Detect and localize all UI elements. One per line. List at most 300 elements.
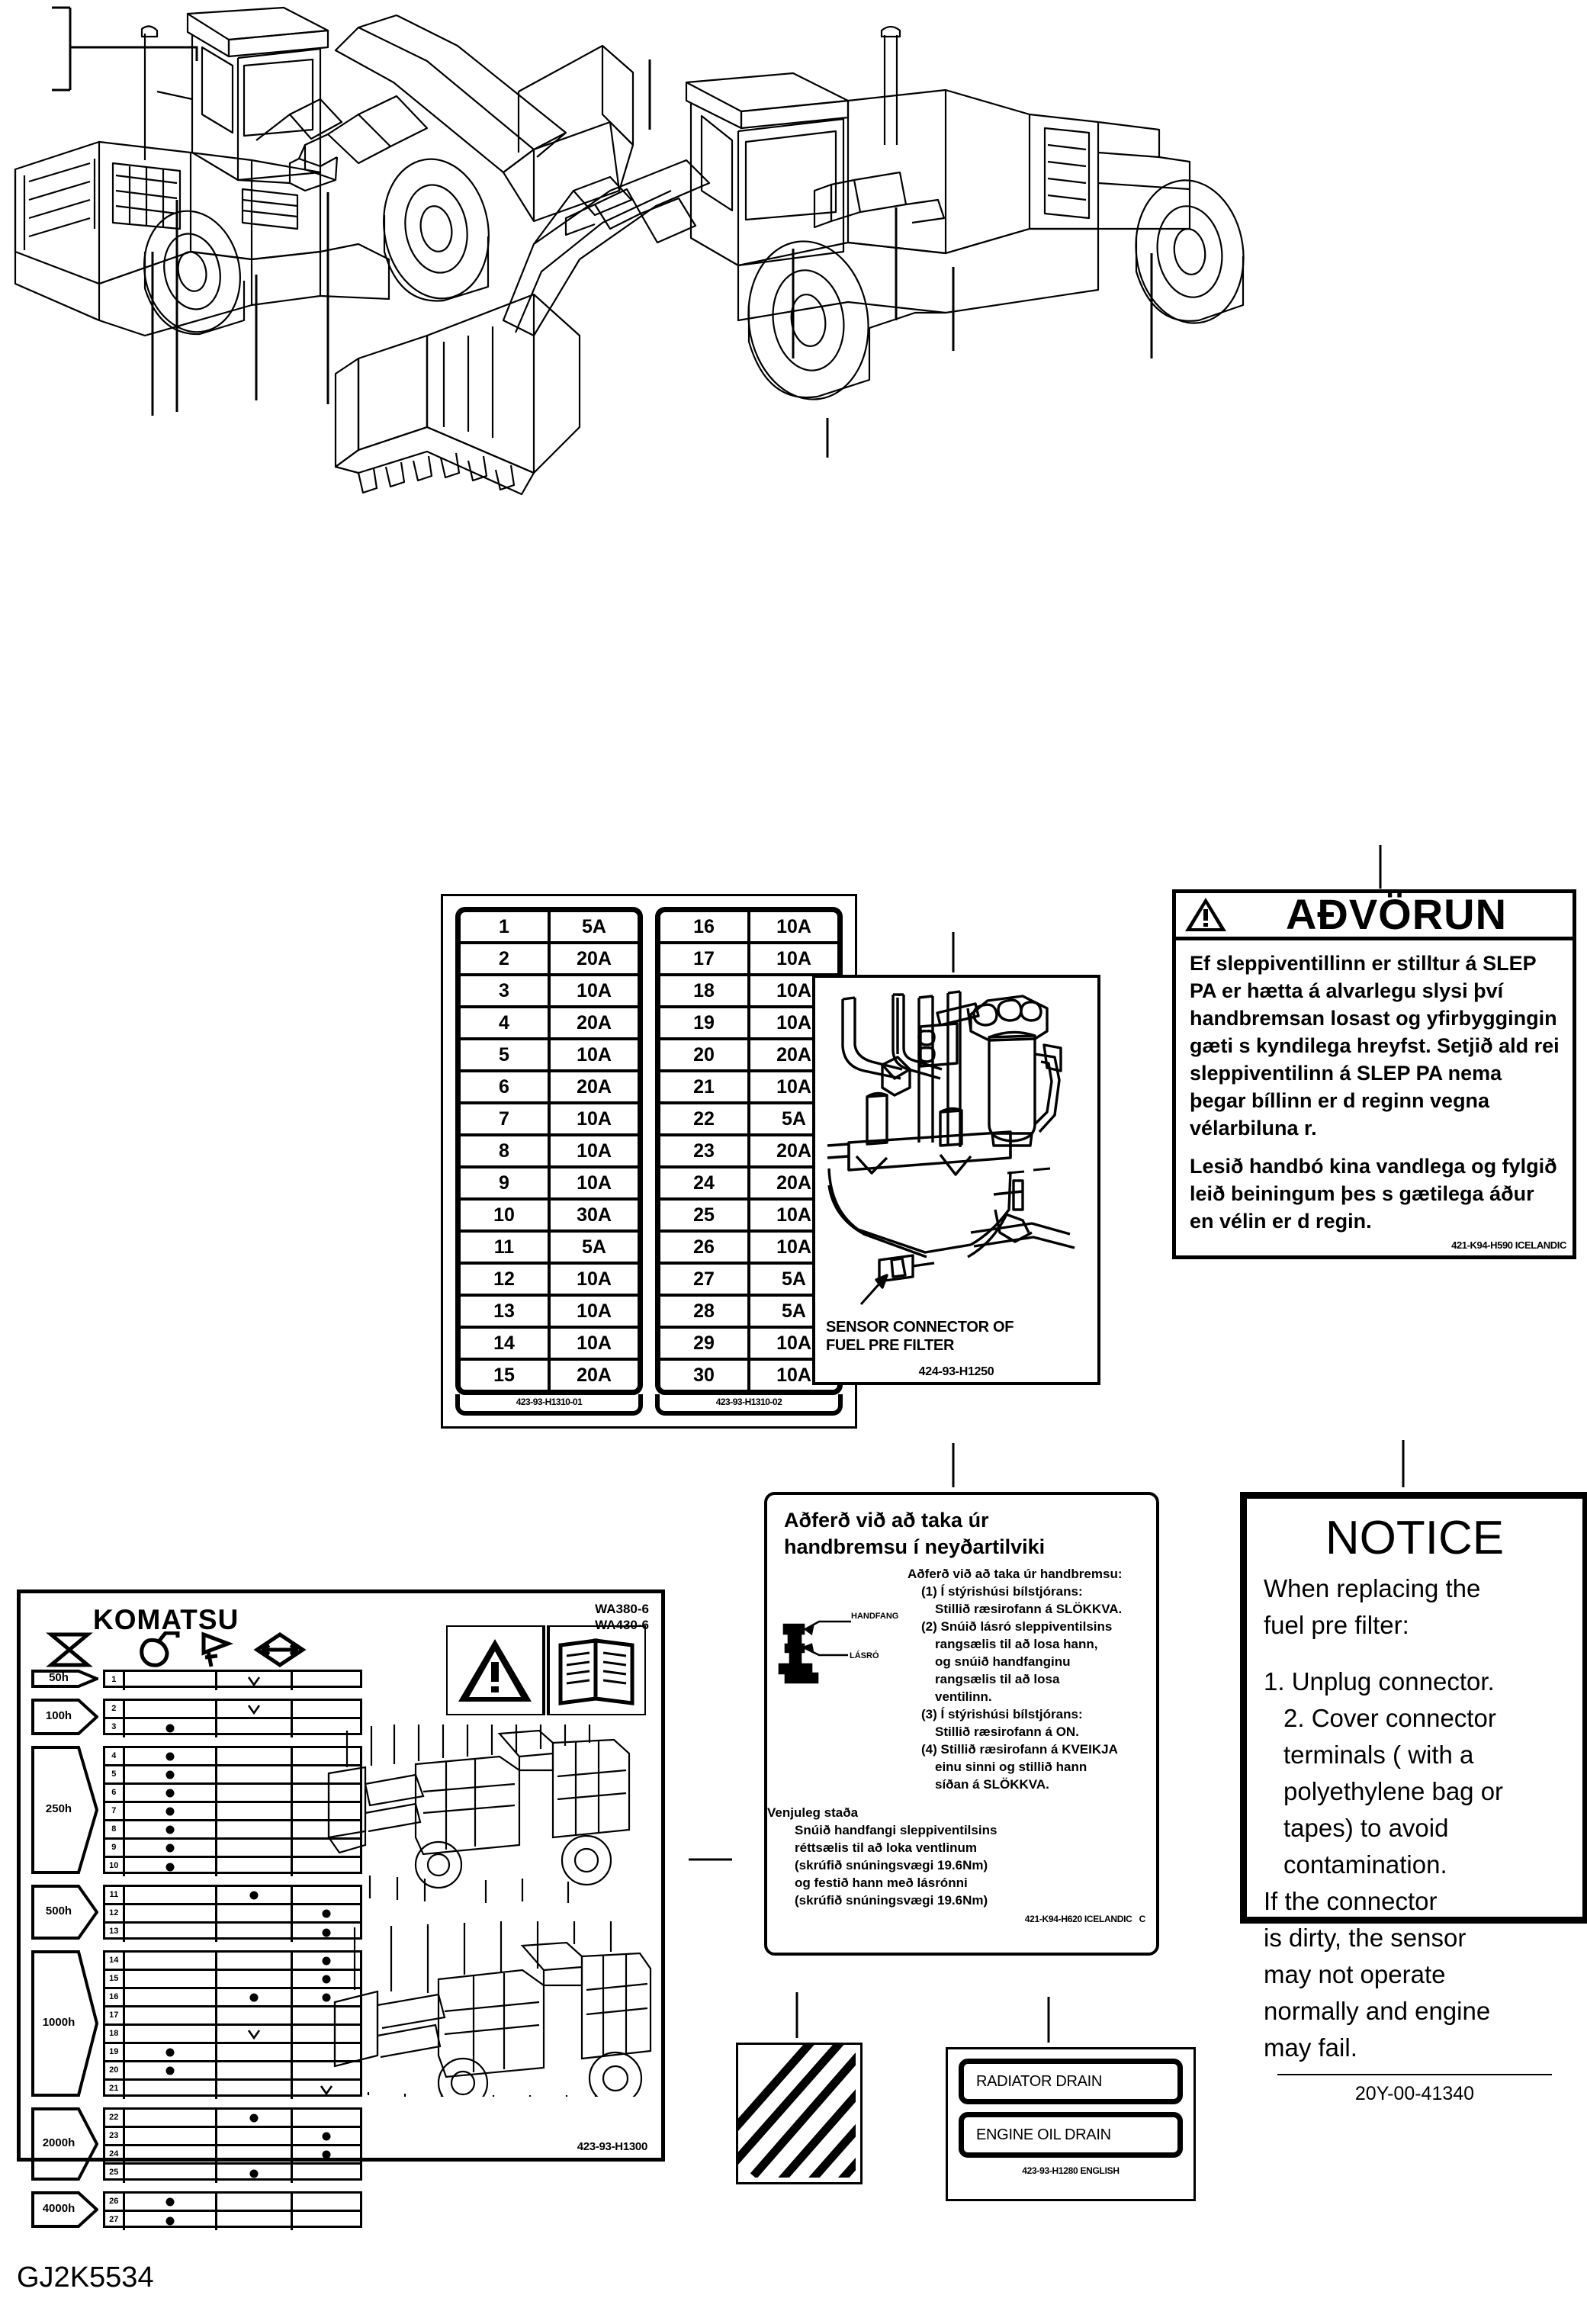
maintenance-row bbox=[105, 1766, 360, 1785]
fuse-row bbox=[461, 944, 638, 976]
fuse-row bbox=[660, 912, 837, 944]
fuse-number: 20 bbox=[660, 1040, 750, 1069]
maintenance-cell bbox=[125, 2165, 218, 2183]
fuse-rating: 10A bbox=[776, 1332, 811, 1354]
maintenance-row bbox=[105, 1701, 360, 1719]
maintenance-cell bbox=[217, 1821, 292, 1837]
maintenance-cell bbox=[217, 2026, 292, 2042]
maintenance-cell bbox=[293, 2146, 360, 2162]
maintenance-cell bbox=[125, 1989, 218, 2005]
maintenance-cell bbox=[217, 2212, 292, 2230]
notice-intro: When replacing the fuel pre filter: bbox=[1264, 1574, 1481, 1639]
maintenance-row-number: 8 bbox=[105, 1821, 125, 1837]
service-dot-icon bbox=[165, 2197, 174, 2206]
notice-item: terminals ( with a bbox=[1283, 1741, 1474, 1769]
maintenance-row-number: 10 bbox=[105, 1858, 125, 1876]
service-dot-icon bbox=[250, 2113, 259, 2122]
maintenance-row bbox=[105, 1953, 360, 1971]
maintenance-cell bbox=[217, 1672, 292, 1690]
fuse-rating: 5A bbox=[782, 1108, 806, 1130]
handbrake-figure bbox=[778, 1565, 908, 1793]
maintenance-cell bbox=[125, 2110, 218, 2126]
notice-item: polyethylene bag or bbox=[1283, 1777, 1504, 1805]
maintenance-row-number: 12 bbox=[105, 1905, 125, 1921]
fuse-column-box bbox=[455, 907, 643, 1395]
fuse-number: 6 bbox=[461, 1072, 551, 1101]
fuse-row bbox=[660, 1265, 837, 1297]
maintenance-row-number: 24 bbox=[105, 2146, 125, 2162]
interval-label: 500h bbox=[45, 1905, 72, 1917]
maintenance-row bbox=[105, 1971, 360, 1989]
maintenance-table bbox=[31, 1670, 364, 2239]
interval-label: 1000h bbox=[42, 2016, 75, 2029]
notice-item: tapes) to avoid bbox=[1283, 1814, 1449, 1842]
service-dot-icon bbox=[250, 1891, 259, 1899]
maintenance-row-number: 19 bbox=[105, 2044, 125, 2060]
fuse-row bbox=[660, 944, 837, 976]
interval-label: 2000h bbox=[42, 2136, 75, 2149]
fuse-row bbox=[660, 1040, 837, 1072]
drain-part-number: 423-93-H1280 ENGLISH bbox=[1022, 2165, 1120, 2176]
fuse-row bbox=[660, 1136, 837, 1168]
maintenance-row-number: 17 bbox=[105, 2007, 125, 2023]
machine-illustration bbox=[0, 0, 1587, 580]
fuse-row bbox=[461, 1040, 638, 1072]
maintenance-cell bbox=[125, 1971, 218, 1987]
service-dot-icon bbox=[165, 2048, 174, 2056]
maintenance-cell bbox=[125, 1858, 218, 1876]
chart-header-icons bbox=[31, 1631, 336, 1668]
interval-label: 250h bbox=[45, 1802, 72, 1815]
handbrake-step: (1) Í stýrishúsi bílstjórans: bbox=[921, 1584, 1083, 1599]
interval-label: 4000h bbox=[42, 2202, 75, 2215]
interval-row-group bbox=[103, 2107, 362, 2181]
fuse-part-number: 423-93-H1310-01 bbox=[455, 1394, 643, 1416]
fuse-number: 26 bbox=[660, 1233, 750, 1262]
fuse-number: 10 bbox=[461, 1201, 551, 1230]
interval-label: 100h bbox=[45, 1709, 72, 1722]
maintenance-cell bbox=[217, 1887, 292, 1903]
maintenance-cell bbox=[217, 1840, 292, 1856]
maintenance-row bbox=[105, 2026, 360, 2044]
maintenance-row bbox=[105, 1887, 360, 1905]
handbrake-title: Aðferð við að taka úr handbremsu í neyðartilviki bbox=[784, 1509, 1046, 1558]
fuse-number: 28 bbox=[660, 1297, 750, 1326]
maintenance-row-number: 18 bbox=[105, 2026, 125, 2042]
maintenance-cell bbox=[125, 1821, 218, 1837]
fuse-number: 8 bbox=[461, 1136, 551, 1165]
maintenance-row bbox=[105, 1785, 360, 1803]
fuse-rating: 5A bbox=[582, 1236, 606, 1258]
fuse-number: 18 bbox=[660, 976, 750, 1005]
fuse-rating: 10A bbox=[577, 1268, 612, 1290]
fuse-rating: 5A bbox=[782, 1268, 806, 1290]
maintenance-row bbox=[105, 1924, 360, 1942]
fuse-rating: 20A bbox=[577, 948, 612, 969]
fuse-rating: 10A bbox=[776, 916, 811, 937]
fuse-rating: 10A bbox=[776, 1236, 811, 1258]
fuse-column bbox=[455, 907, 643, 1416]
maintenance-cell bbox=[293, 1672, 360, 1690]
handbrake-step: einu sinni og stillið hann bbox=[935, 1760, 1087, 1774]
notice-part-number: 20Y-00-41340 bbox=[1277, 2074, 1552, 2105]
maintenance-cell bbox=[125, 1701, 218, 1717]
fuse-rating: 20A bbox=[776, 1044, 811, 1066]
handbrake-part-number: 421-K94-H620 ICELANDIC C bbox=[1024, 1914, 1145, 1924]
interval-label: 50h bbox=[49, 1671, 69, 1684]
fuse-rating: 10A bbox=[776, 1076, 811, 1098]
fuse-row bbox=[461, 1329, 638, 1361]
maintenance-cell bbox=[125, 2128, 218, 2144]
fuse-row bbox=[461, 976, 638, 1008]
notice-item: 1. Unplug connector. bbox=[1264, 1667, 1495, 1696]
fuse-rating: 20A bbox=[577, 1012, 612, 1033]
service-dot-icon bbox=[165, 1863, 174, 1872]
maintenance-row bbox=[105, 1821, 360, 1840]
maintenance-cell bbox=[217, 1701, 292, 1717]
maintenance-row bbox=[105, 2110, 360, 2128]
maintenance-row-number: 20 bbox=[105, 2062, 125, 2078]
interval-row-group bbox=[103, 1699, 362, 1735]
fuse-rating: 10A bbox=[577, 980, 612, 1001]
notice-p2-line: If the connector bbox=[1264, 1887, 1438, 1915]
maintenance-cell bbox=[125, 1719, 218, 1737]
maintenance-row-number: 15 bbox=[105, 1971, 125, 1987]
maintenance-row bbox=[105, 2194, 360, 2212]
maintenance-row bbox=[105, 2212, 360, 2230]
fuse-row bbox=[461, 1168, 638, 1201]
handbrake-normal-line: (skrúfið snúningsvægi 19.6Nm) bbox=[795, 1893, 988, 1908]
service-dot-icon bbox=[165, 1752, 174, 1760]
service-dot-icon bbox=[165, 2217, 174, 2226]
maintenance-row-number: 25 bbox=[105, 2165, 125, 2183]
maintenance-row-number: 23 bbox=[105, 2128, 125, 2144]
fuse-number: 14 bbox=[461, 1329, 551, 1358]
maintenance-row bbox=[105, 1803, 360, 1821]
notice-p2-line: may not operate bbox=[1264, 1960, 1446, 1988]
handbrake-release-label bbox=[764, 1492, 1159, 1956]
maintenance-cell bbox=[217, 1719, 292, 1737]
fuse-row bbox=[660, 1104, 837, 1136]
handbrake-step: rangsælis til að losa hann, bbox=[935, 1637, 1098, 1651]
fuse-row bbox=[461, 1233, 638, 1265]
maintenance-row-number: 11 bbox=[105, 1887, 125, 1903]
warning-paragraph-2: Lesið handbó kina vandlega og fylgið leið beiningum þes s gætilega áður en vélin er d regin. bbox=[1190, 1155, 1557, 1233]
maintenance-cell bbox=[217, 2062, 292, 2078]
chart-machine-schematic-upper bbox=[324, 1723, 652, 1906]
fuse-row bbox=[461, 1265, 638, 1297]
fuse-number: 5 bbox=[461, 1040, 551, 1069]
fuse-number: 4 bbox=[461, 1008, 551, 1037]
service-check-icon bbox=[247, 1676, 261, 1686]
fuse-row bbox=[660, 1233, 837, 1265]
maintenance-cell bbox=[217, 1785, 292, 1801]
drawing-number: GJ2K5534 bbox=[17, 2261, 154, 2293]
fuse-number: 9 bbox=[461, 1168, 551, 1197]
normal-heading: Venjuleg staða bbox=[767, 1805, 859, 1820]
fuse-rating: 10A bbox=[776, 948, 811, 969]
fuse-number: 17 bbox=[660, 944, 750, 973]
fuse-rating: 20A bbox=[776, 1172, 811, 1194]
service-dot-icon bbox=[250, 2170, 259, 2178]
handbrake-step: Stillið ræsirofann á SLÖKKVA. bbox=[935, 1602, 1123, 1616]
warning-header bbox=[1176, 889, 1573, 940]
fuse-rating: 5A bbox=[782, 1300, 806, 1322]
chart-machine-schematic-lower bbox=[324, 1906, 652, 2097]
notice-title: NOTICE bbox=[1325, 1512, 1505, 1564]
handbrake-step: síðan á SLÖKKVA. bbox=[935, 1777, 1049, 1792]
maintenance-cell bbox=[125, 2007, 218, 2023]
maintenance-row bbox=[105, 1719, 360, 1737]
maintenance-row bbox=[105, 1840, 360, 1858]
fuse-number: 11 bbox=[461, 1233, 551, 1262]
fuse-row bbox=[461, 1008, 638, 1040]
maintenance-cell bbox=[217, 2007, 292, 2023]
service-dot-icon bbox=[165, 1725, 174, 1733]
fuse-rating: 10A bbox=[776, 1204, 811, 1226]
fuse-rating: 5A bbox=[582, 916, 606, 937]
notice-item: 2. Cover connector bbox=[1283, 1704, 1496, 1732]
fuse-rating: 10A bbox=[577, 1332, 612, 1354]
maintenance-row bbox=[105, 1672, 360, 1690]
maintenance-row-number: 1 bbox=[105, 1672, 125, 1690]
maintenance-cell bbox=[217, 1989, 292, 2005]
maintenance-cell bbox=[217, 1858, 292, 1876]
fuse-box-label bbox=[441, 894, 857, 1429]
drain-plug-label bbox=[946, 2047, 1196, 2201]
fuse-rating: 10A bbox=[776, 980, 811, 1001]
fuse-rating: 10A bbox=[577, 1300, 612, 1322]
fuse-number: 12 bbox=[461, 1265, 551, 1294]
maintenance-row bbox=[105, 2044, 360, 2062]
fuse-row bbox=[660, 1008, 837, 1040]
service-dot-icon bbox=[322, 2132, 330, 2140]
fuse-number: 30 bbox=[660, 1361, 750, 1390]
fuse-rating: 10A bbox=[776, 1012, 811, 1033]
handbrake-step: (4) Stillið ræsirofann á KVEIKJA bbox=[921, 1742, 1118, 1757]
fuse-rating: 10A bbox=[577, 1140, 612, 1162]
maintenance-cell bbox=[125, 1840, 218, 1856]
maintenance-row-number: 5 bbox=[105, 1766, 125, 1782]
fuse-row bbox=[660, 976, 837, 1008]
handbrake-normal-line: og festið hann með lásrónni bbox=[795, 1876, 968, 1890]
maintenance-row bbox=[105, 2081, 360, 2099]
handbrake-step: rangsælis til að losa bbox=[935, 1672, 1060, 1686]
maintenance-row bbox=[105, 2128, 360, 2146]
fuse-number: 21 bbox=[660, 1072, 750, 1101]
sensor-part-number: 424-93-H1250 bbox=[918, 1365, 994, 1378]
sensor-caption: SENSOR CONNECTOR OF FUEL PRE FILTER bbox=[826, 1319, 1014, 1354]
maintenance-row-number: 13 bbox=[105, 1924, 125, 1942]
chart-part-number: 423-93-H1300 bbox=[577, 2140, 647, 2153]
handbrake-normal-line: Snúið handfangi sleppiventilsins bbox=[795, 1823, 997, 1837]
fuse-number: 27 bbox=[660, 1265, 750, 1294]
maintenance-row-number: 26 bbox=[105, 2194, 125, 2210]
fuse-number: 3 bbox=[461, 976, 551, 1005]
fuse-row bbox=[660, 1168, 837, 1201]
handbrake-step: (2) Snúið lásró sleppiventilsins bbox=[921, 1619, 1113, 1634]
notice-body bbox=[1247, 1570, 1582, 2066]
maintenance-cell bbox=[217, 1924, 292, 1942]
service-dot-icon bbox=[165, 1807, 174, 1815]
fuse-number: 24 bbox=[660, 1168, 750, 1197]
maintenance-cell bbox=[217, 2128, 292, 2144]
notice-item: contamination. bbox=[1283, 1850, 1447, 1879]
maintenance-cell bbox=[217, 1905, 292, 1921]
advorun-warning-label bbox=[1172, 889, 1576, 1259]
maintenance-row bbox=[105, 2146, 360, 2165]
maintenance-cell bbox=[125, 1924, 218, 1942]
maintenance-row-number: 9 bbox=[105, 1840, 125, 1856]
maintenance-cell bbox=[125, 1766, 218, 1782]
notice-p2-line: is dirty, the sensor bbox=[1264, 1924, 1467, 1952]
drain-button: RADIATOR DRAIN bbox=[959, 2059, 1183, 2104]
maintenance-cell bbox=[293, 2212, 360, 2230]
notice-fuel-pre-filter-label bbox=[1240, 1492, 1587, 2104]
maintenance-cell bbox=[125, 2026, 218, 2042]
komatsu-maintenance-chart-label bbox=[17, 1590, 665, 2224]
fuse-row bbox=[461, 1201, 638, 1233]
maintenance-cell bbox=[293, 2128, 360, 2144]
handbrake-steps bbox=[908, 1565, 1148, 1793]
fuse-row bbox=[461, 1361, 638, 1390]
maintenance-row-number: 14 bbox=[105, 1953, 125, 1969]
maintenance-cell bbox=[217, 1953, 292, 1969]
fuse-number: 16 bbox=[660, 912, 750, 941]
warning-triangle-icon bbox=[1184, 895, 1228, 934]
notice-paragraph-2 bbox=[1264, 1883, 1566, 2066]
handbrake-intro: Aðferð við að taka úr handbremsu: bbox=[908, 1567, 1123, 1581]
fuse-row bbox=[660, 1072, 837, 1104]
maintenance-cell bbox=[217, 1748, 292, 1764]
warning-body bbox=[1176, 940, 1573, 1238]
warning-paragraph-1: Ef sleppiventillinn er stilltur á SLEP PA er hætta á alvarlegu slysi því handbremsan losast og yfirbyggingin gæti s kyndilega hreyfst. Setjið ald rei sleppiventilinn á SLEP PA nema þegar bíllinn er d reginn vegna vélarbiluna r. bbox=[1190, 952, 1560, 1139]
maintenance-cell bbox=[125, 1748, 218, 1764]
warning-title: AÐVÖRUN bbox=[1285, 889, 1508, 938]
interval-row-group bbox=[103, 1885, 362, 1940]
fuse-row bbox=[461, 912, 638, 944]
fuse-number: 25 bbox=[660, 1201, 750, 1230]
fuse-rating: 10A bbox=[577, 1044, 612, 1066]
chart-icon-box bbox=[446, 1625, 646, 1715]
interval-row-group bbox=[103, 1746, 362, 1874]
fuse-number: 2 bbox=[461, 944, 551, 973]
maintenance-row bbox=[105, 2165, 360, 2183]
interval-row-group bbox=[103, 1670, 362, 1688]
interval-row-group bbox=[103, 1950, 362, 2097]
maintenance-cell bbox=[293, 2110, 360, 2126]
fuse-number: 22 bbox=[660, 1104, 750, 1133]
maintenance-cell bbox=[217, 2165, 292, 2183]
notice-steps bbox=[1264, 1663, 1566, 1883]
fuse-row bbox=[660, 1361, 837, 1390]
maintenance-cell bbox=[125, 2044, 218, 2060]
lasro-label: LÁSRÓ bbox=[850, 1651, 879, 1660]
service-dot-icon bbox=[165, 1825, 174, 1834]
maintenance-cell bbox=[217, 1971, 292, 1987]
warning-part-number: 421-K94-H590 ICELANDIC bbox=[1451, 1239, 1566, 1251]
maintenance-row bbox=[105, 1905, 360, 1924]
fuse-number: 15 bbox=[461, 1361, 551, 1390]
maintenance-row-number: 6 bbox=[105, 1785, 125, 1801]
maintenance-cell bbox=[217, 2146, 292, 2162]
maintenance-cell bbox=[125, 2194, 218, 2210]
fuse-row bbox=[660, 1297, 837, 1329]
handbrake-step: ventilinn. bbox=[935, 1689, 992, 1704]
handbrake-normal-line: (skrúfið snúningsvægi 19.6Nm) bbox=[795, 1858, 988, 1872]
maintenance-cell bbox=[125, 1803, 218, 1819]
fuse-rating: 30A bbox=[577, 1204, 612, 1226]
drain-button: ENGINE OIL DRAIN bbox=[959, 2112, 1183, 2158]
fuse-row bbox=[461, 1104, 638, 1136]
fuse-rating: 20A bbox=[577, 1365, 612, 1386]
fuse-number: 13 bbox=[461, 1297, 551, 1326]
fuse-rating: 10A bbox=[776, 1365, 811, 1386]
maintenance-cell bbox=[293, 2165, 360, 2183]
maintenance-cell bbox=[125, 1672, 218, 1690]
maintenance-row bbox=[105, 1748, 360, 1766]
maintenance-cell bbox=[125, 2062, 218, 2078]
service-dot-icon bbox=[250, 1993, 259, 2001]
maintenance-cell bbox=[217, 2110, 292, 2126]
service-dot-icon bbox=[322, 2150, 330, 2158]
fuse-number: 7 bbox=[461, 1104, 551, 1133]
notice-p2-line: normally and engine bbox=[1264, 1997, 1491, 2025]
maintenance-cell bbox=[125, 2081, 218, 2099]
sensor-connector-label bbox=[812, 975, 1100, 1385]
fuse-number: 23 bbox=[660, 1136, 750, 1165]
service-dot-icon bbox=[165, 2066, 174, 2075]
fuse-rating: 10A bbox=[577, 1172, 612, 1194]
handbrake-step: Stillið ræsirofann á ON. bbox=[935, 1725, 1079, 1739]
maintenance-row-number: 22 bbox=[105, 2110, 125, 2126]
interval-row-group bbox=[103, 2191, 362, 2228]
maintenance-cell bbox=[125, 2146, 218, 2162]
maintenance-cell bbox=[125, 1887, 218, 1903]
maintenance-row bbox=[105, 1989, 360, 2007]
maintenance-cell bbox=[125, 1905, 218, 1921]
fuse-part-number: 423-93-H1310-02 bbox=[655, 1394, 843, 1416]
fuse-row bbox=[660, 1329, 837, 1361]
maintenance-row bbox=[105, 2062, 360, 2081]
maintenance-row-number: 7 bbox=[105, 1803, 125, 1819]
notice-p2-line: may fail. bbox=[1264, 2033, 1357, 2062]
maintenance-row-number: 2 bbox=[105, 1701, 125, 1717]
maintenance-row-number: 3 bbox=[105, 1719, 125, 1737]
fuse-row bbox=[461, 1072, 638, 1104]
service-dot-icon bbox=[165, 1789, 174, 1797]
maintenance-row-number: 16 bbox=[105, 1989, 125, 2005]
reflective-stripe-label bbox=[736, 2043, 863, 2184]
maintenance-cell bbox=[125, 1953, 218, 1969]
maintenance-cell bbox=[217, 1766, 292, 1782]
maintenance-cell bbox=[217, 2194, 292, 2210]
fuse-number: 1 bbox=[461, 912, 551, 941]
maintenance-row-number: 4 bbox=[105, 1748, 125, 1764]
maintenance-row bbox=[105, 1858, 360, 1876]
service-check-icon bbox=[247, 1704, 261, 1715]
maintenance-row-number: 27 bbox=[105, 2212, 125, 2230]
handfang-label: HANDFANG bbox=[851, 1612, 899, 1621]
handbrake-step: (3) Í stýrishúsi bílstjórans: bbox=[921, 1707, 1083, 1721]
maintenance-cell bbox=[293, 1701, 360, 1717]
handbrake-normal bbox=[767, 1804, 1156, 1909]
maintenance-cell bbox=[217, 2081, 292, 2099]
fuse-rating: 10A bbox=[577, 1108, 612, 1130]
maintenance-cell bbox=[293, 2194, 360, 2210]
fuse-row bbox=[660, 1201, 837, 1233]
fuse-number: 29 bbox=[660, 1329, 750, 1358]
